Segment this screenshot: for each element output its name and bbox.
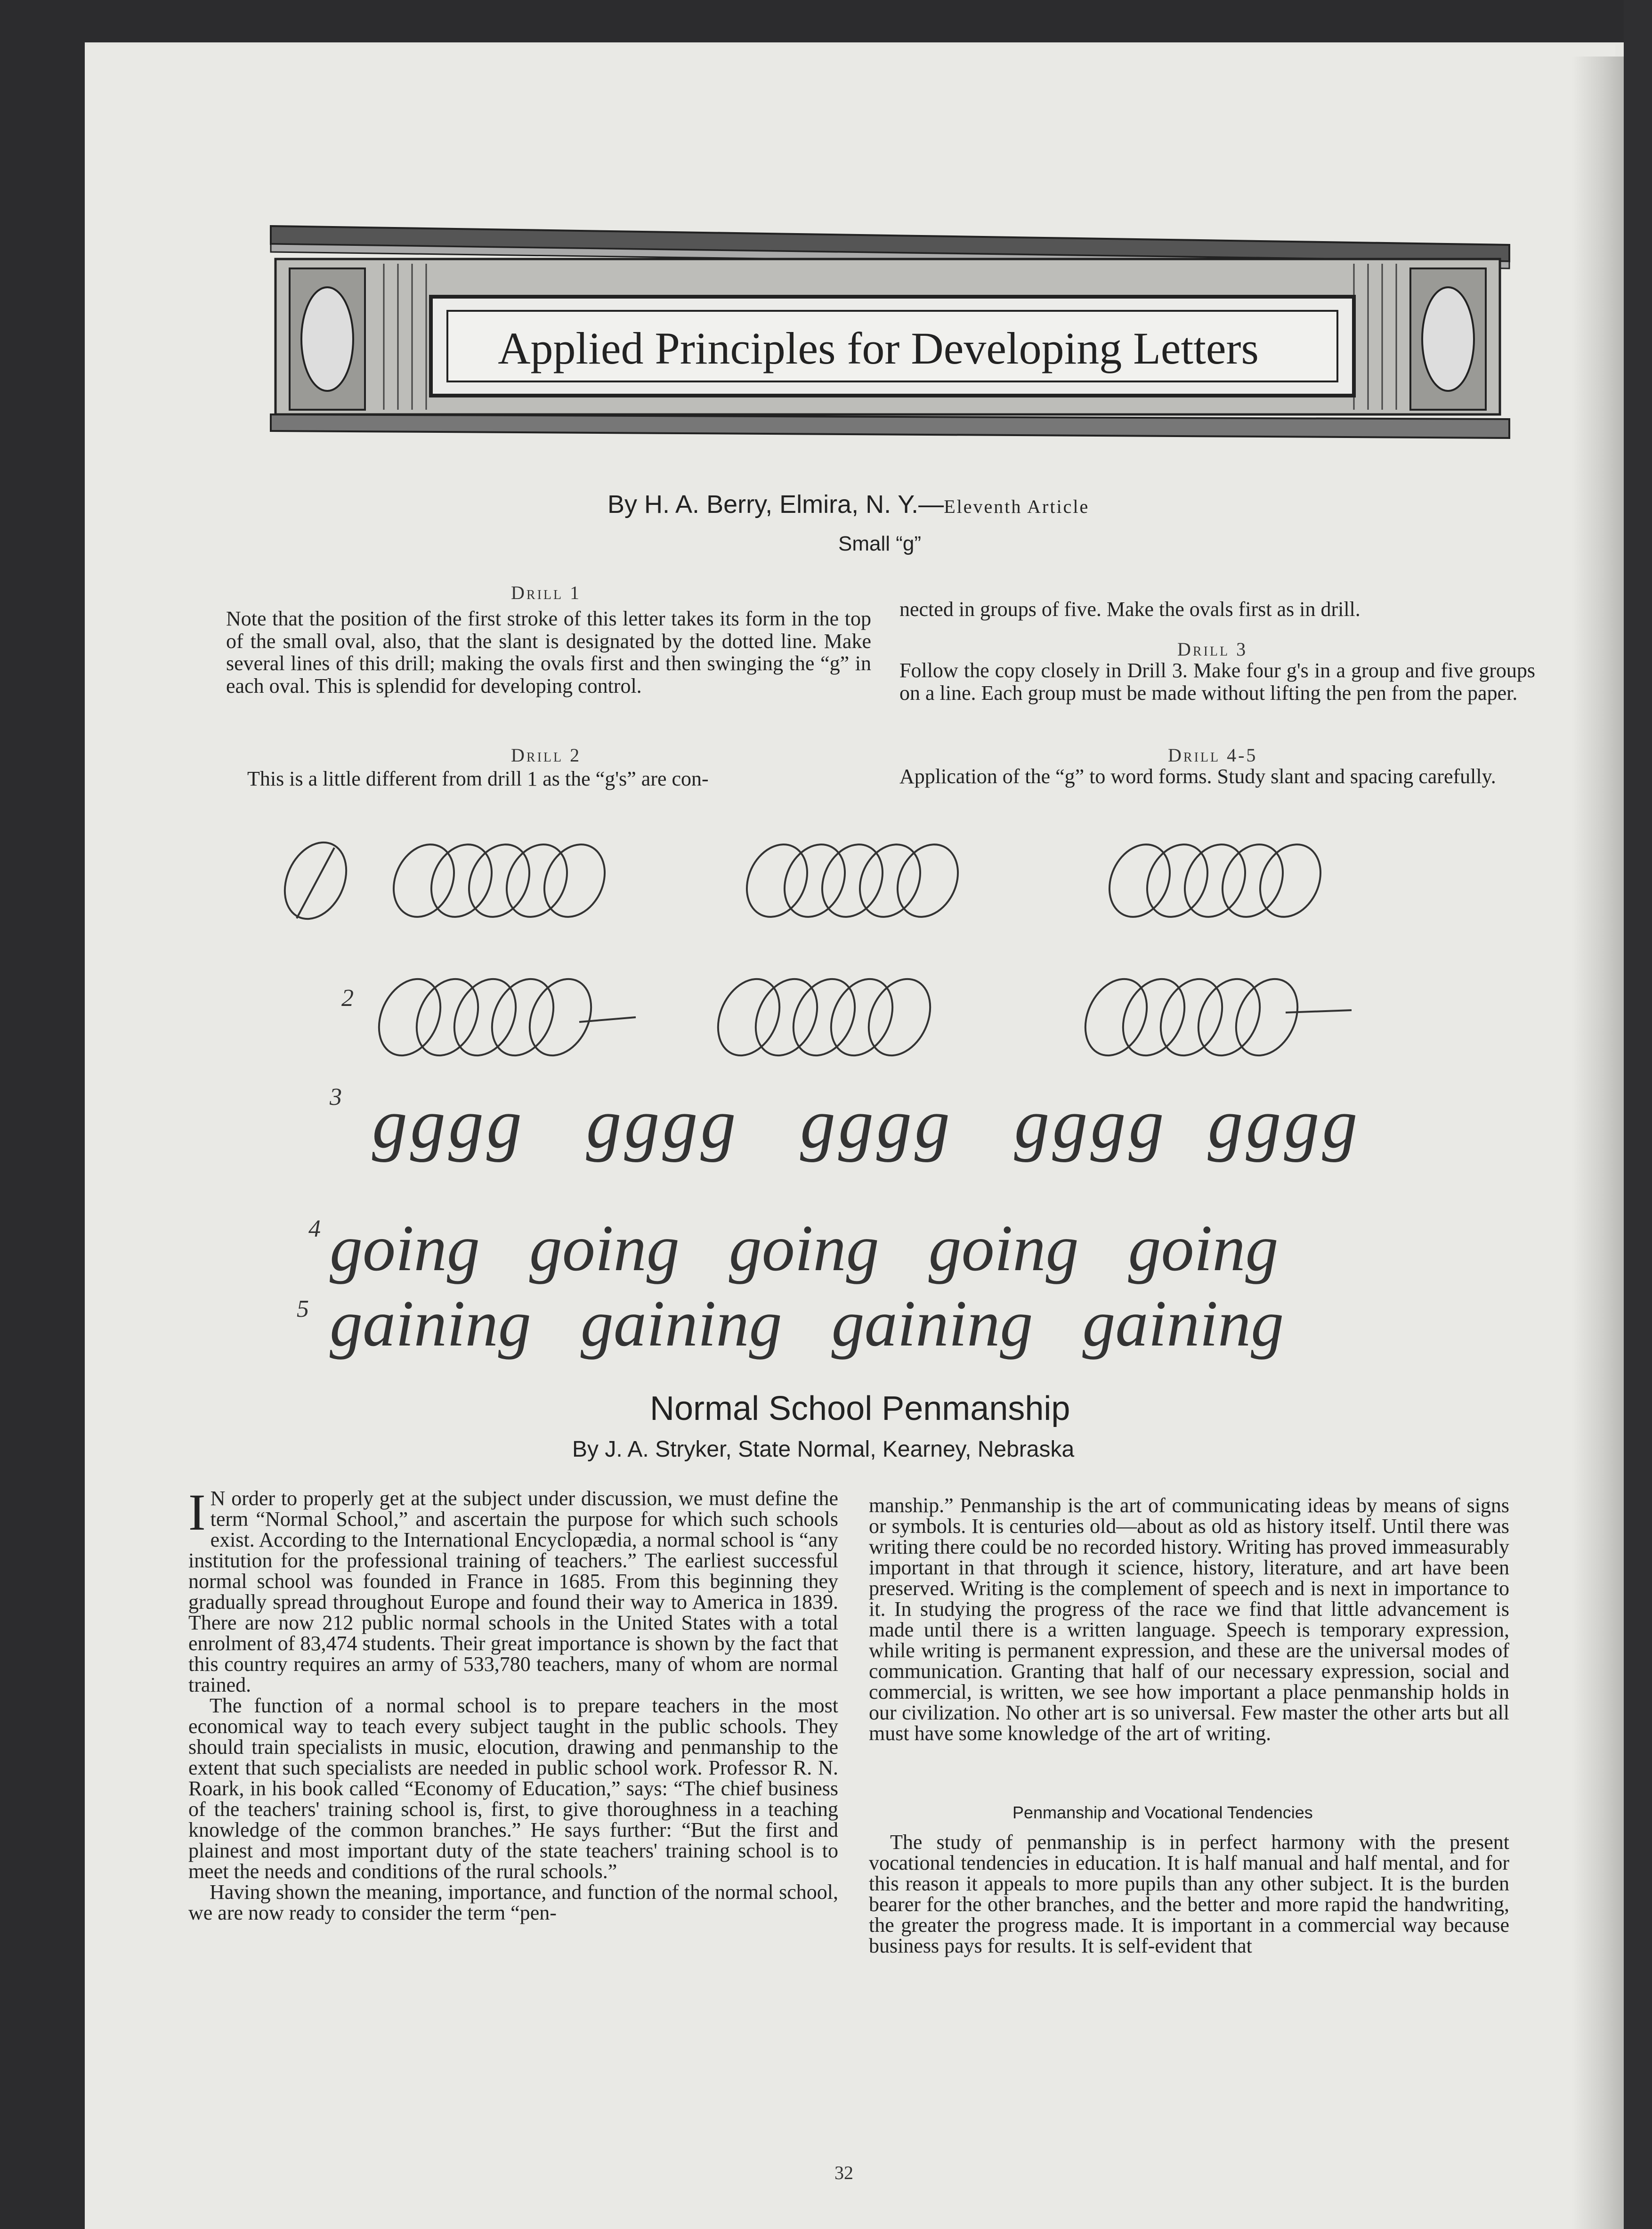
drill1-text: Note that the position of the first stroke of this letter takes its form in the top of the small oval, also, that the slant is designated by the dotted line. Make several lines of this drill; making the ovals first and then swinging the “g” in each oval. This is splendid for developing control. (226, 607, 871, 697)
exercise-label-3: 3 (330, 1084, 342, 1110)
paragraph-3: Having shown the meaning, importance, and function of the normal school, we are now ready to consider the term “pen- (188, 1880, 838, 1924)
drill2-heading: Drill 2 (511, 745, 582, 766)
second-article-byline: By J. A. Stryker, State Normal, Kearney, Nebraska (572, 1437, 1075, 1462)
exercise-label-2: 2 (341, 985, 354, 1012)
scan-background-left (0, 0, 85, 2229)
drill45-text: Application of the “g” to word forms. Study slant and spacing carefully. (899, 765, 1496, 788)
drop-cap: I (188, 1483, 206, 1541)
drill2-ovals-row (372, 965, 1455, 1069)
article-byline (607, 490, 1089, 519)
paragraph-2: The function of a normal school is to prepare teachers in the most economical way to teach every subject taught in the public schools. They should train specialists in music, elocution, drawing and penmanship to the extent that such specialists are needed in public school work. Professor R. N. Roark, in his book called “Economy of Education,” says: “The chief business of the teachers' training school is, first, to give thoroughness in a teaching knowledge of the common branches.” He says further: “But the first and plainest and most important duty of the state teachers' training school is to meet the needs and conditions of the rural schools.” (188, 1694, 838, 1883)
scan-background-right (1624, 0, 1652, 2229)
section-subheading: Penmanship and Vocational Tendencies (1012, 1803, 1313, 1822)
article-title: Applied Principles for Developing Letters (498, 323, 1259, 373)
drill3-text: Follow the copy closely in Drill 3. Make four g's in a group and five groups on a line. Each group must be made without lifting the pen from the paper. (899, 659, 1535, 705)
article-subtitle: Small “g” (838, 532, 922, 555)
exercise-row4-going: going going going going going (330, 1212, 1279, 1285)
paragraph-5: The study of penmanship is in perfect harmony with the present vocational tendencies in education. It is half manual and half mental, and for this reason it appeals to more pupils than any other subject. It is the burden bearer for the other branches, and the better and more rapid the handwriting, the greater the progress made. It is important in a commercial way because business pays for results. It is self-evident that (869, 1831, 1509, 1957)
article2-column-left (188, 1483, 838, 1924)
page-gutter-shadow (1572, 57, 1624, 2229)
second-article-title: Normal School Penmanship (650, 1390, 1070, 1427)
paragraph-1: N order to properly get at the subject under discussion, we must define the term “Normal School,” and ascertain the purpose for which such schools exist. According to the International Encyclopædia, a normal school is “any institution for the professional training of teachers.” The earliest successful normal school was founded in France in 1685. From this beginning they gradually spread throughout Europe and found their way to America in 1839. There are now 212 public normal schools in the United States with a total enrolment of 83,474 students. Their great importance is shown by the fact that this country requires an army of 533,780 teachers, many of whom are normal trained. (188, 1487, 838, 1696)
scan-background-top (0, 0, 1652, 42)
article2-column-right (869, 1495, 1509, 1744)
drill1-ovals-row (264, 829, 1441, 937)
drill1-heading: Drill 1 (511, 582, 582, 603)
drill2-text-continued: nected in groups of five. Make the ovals first as in drill. (899, 598, 1360, 621)
drill3-heading: Drill 3 (1177, 639, 1248, 660)
byline-text: By H. A. Berry, Elmira, N. Y.— (607, 490, 944, 519)
exercise-label-4: 4 (308, 1216, 321, 1242)
drill45-heading: Drill 4-5 (1168, 745, 1258, 766)
drill2-text: This is a little different from drill 1 as the “g's” are con- (247, 767, 709, 790)
article-number: Eleventh Article (944, 496, 1090, 517)
page-number: 32 (834, 2162, 853, 2183)
exercise-row3-gggg: gggg gggg gggg gggg gggg (372, 1085, 1360, 1163)
exercise-label-5: 5 (297, 1296, 309, 1322)
exercise-row5-gaining: gaining gaining gaining gaining (330, 1287, 1284, 1360)
paragraph-4: manship.” Penmanship is the art of communicating ideas by means of signs or symbols. It is centuries old—about as old as history itself. Until there was writing there could be no recorded history. Writing has proved immeasurably important in that through it science, history, literature, and art have been preserved. Writing is the complement of speech and is next in importance to it. In studying the progress of the race we find that little advancement is made until there is a written language. Speech is temporary expression, while writing is permanent expression, and these are the universal modes of communication. Granting that half of our necessary expression, social and commercial, is written, we see how important a place penmanship holds in our civilization. No other art is so universal. Few master the other arts but all must have some knowledge of the art of writing. (869, 1494, 1509, 1745)
article2-column-right-lower (869, 1832, 1509, 1956)
